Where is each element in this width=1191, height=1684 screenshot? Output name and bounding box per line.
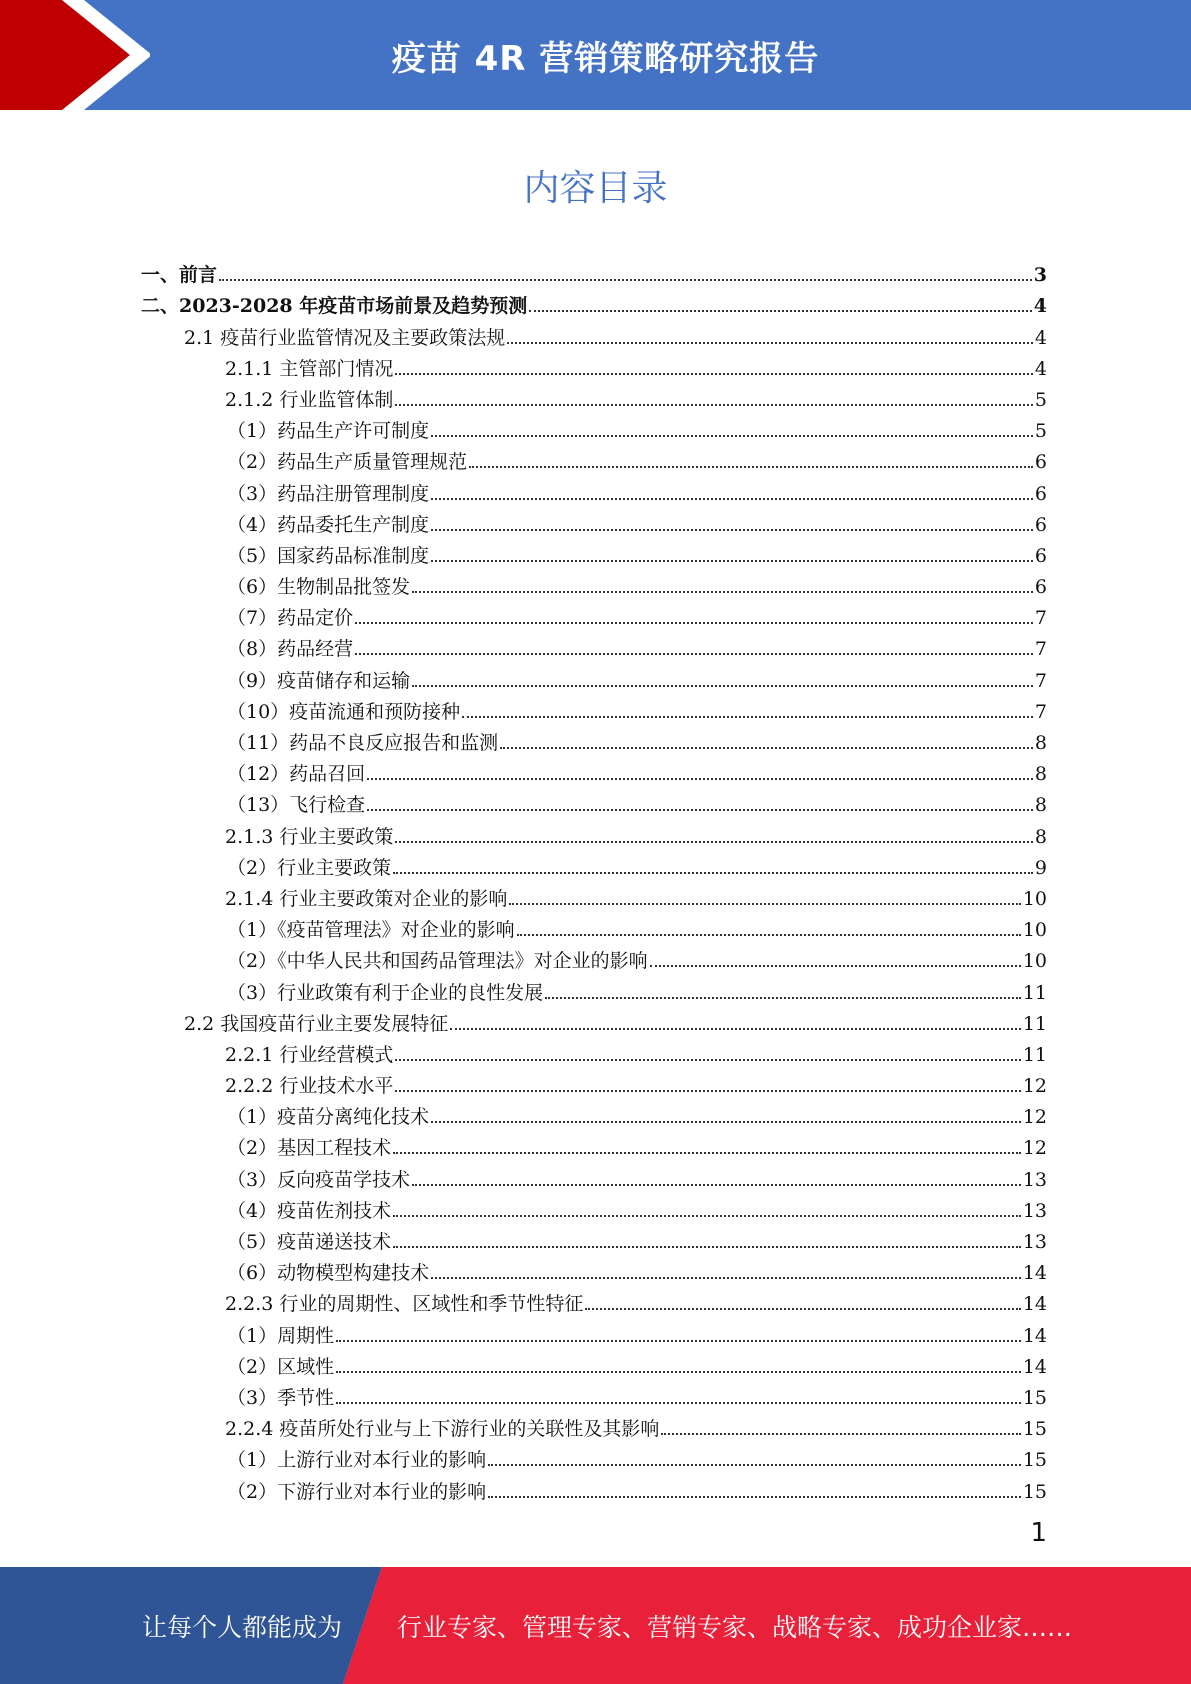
toc-entry-label: 2.2.3 行业的周期性、区域性和季节性特征 xyxy=(225,1293,584,1316)
toc-entry-page: 11 xyxy=(1022,1043,1047,1066)
toc-dot-leader xyxy=(431,435,1033,437)
toc-entry-page: 7 xyxy=(1034,669,1047,692)
toc-dot-leader xyxy=(336,1402,1021,1404)
toc-entry-page: 7 xyxy=(1034,638,1047,661)
header-band xyxy=(0,0,1191,110)
toc-entry-page: 3 xyxy=(1033,264,1047,287)
toc-entry-page: 15 xyxy=(1022,1449,1047,1472)
toc-dot-leader xyxy=(431,1277,1021,1279)
toc-dot-leader xyxy=(650,965,1021,967)
toc-entry-label: （5）国家药品标准制度 xyxy=(227,544,430,567)
toc-entry-label: （2）区域性 xyxy=(227,1355,335,1378)
toc-dot-leader xyxy=(412,591,1033,593)
toc-entry-label: （3）反向疫苗学技术 xyxy=(227,1168,411,1191)
toc-dot-leader xyxy=(585,1308,1020,1310)
toc-dot-leader xyxy=(412,1184,1021,1186)
toc-entry[interactable] xyxy=(141,349,1047,380)
toc-dot-leader xyxy=(393,872,1033,874)
toc-entry-page: 11 xyxy=(1022,981,1047,1004)
toc-entry[interactable] xyxy=(141,1471,1047,1502)
toc-dot-leader xyxy=(450,1028,1021,1030)
toc-entry-label: （2）《中华人民共和国药品管理法》对企业的影响 xyxy=(227,950,648,973)
toc-heading: 内容目录 xyxy=(523,168,668,209)
footer-slogan-right: 行业专家、管理专家、营销专家、战略专家、成功企业家…… xyxy=(397,1612,1073,1642)
toc-entry[interactable] xyxy=(141,286,1047,317)
toc-entry-page: 14 xyxy=(1022,1293,1047,1316)
toc-entry-label: （1）药品生产许可制度 xyxy=(227,420,430,443)
toc-entry-page: 4 xyxy=(1034,326,1047,349)
toc-entry-page: 10 xyxy=(1022,950,1047,973)
toc-entry-label: 2.1.4 行业主要政策对企业的影响 xyxy=(225,887,508,910)
toc-entry[interactable] xyxy=(141,1097,1047,1128)
toc-entry-page: 6 xyxy=(1034,482,1047,505)
toc-dot-leader xyxy=(219,279,1032,281)
toc-entry[interactable] xyxy=(141,567,1047,598)
toc-dot-leader xyxy=(395,1090,1020,1092)
toc-entry-label: （13）飞行检查 xyxy=(227,794,366,817)
toc-dot-leader xyxy=(393,1246,1021,1248)
toc-entry[interactable] xyxy=(141,848,1047,879)
toc-dot-leader xyxy=(469,466,1033,468)
toc-entry[interactable] xyxy=(141,1035,1047,1066)
toc-dot-leader xyxy=(488,1464,1021,1466)
toc-dot-leader xyxy=(395,841,1033,843)
toc-entry-page: 7 xyxy=(1034,700,1047,723)
toc-entry[interactable] xyxy=(141,879,1047,910)
toc-entry-page: 13 xyxy=(1022,1168,1047,1191)
toc-dot-leader xyxy=(545,997,1021,999)
toc-entry-page: 10 xyxy=(1022,919,1047,942)
toc-dot-leader xyxy=(395,1059,1020,1061)
toc-entry[interactable] xyxy=(141,1378,1047,1409)
toc-entry[interactable] xyxy=(141,785,1047,816)
report-title: 疫苗 4R 营销策略研究报告 xyxy=(391,38,820,79)
toc-entry-label: 2.1.3 行业主要政策 xyxy=(225,825,394,848)
toc-dot-leader xyxy=(367,778,1033,780)
toc-entry[interactable] xyxy=(141,1128,1047,1159)
toc-entry[interactable] xyxy=(141,505,1047,536)
toc-entry-page: 10 xyxy=(1022,887,1047,910)
toc-dot-leader xyxy=(462,716,1033,718)
page-number: 1 xyxy=(1030,1518,1047,1548)
toc-entry[interactable] xyxy=(141,1409,1047,1440)
toc-dot-leader xyxy=(412,685,1033,687)
toc-entry[interactable] xyxy=(141,1159,1047,1190)
toc-dot-leader xyxy=(355,653,1033,655)
toc-dot-leader xyxy=(507,342,1033,344)
toc-dot-leader xyxy=(336,1340,1021,1342)
toc-entry-page: 15 xyxy=(1022,1480,1047,1503)
toc-entry-page: 14 xyxy=(1022,1355,1047,1378)
toc-entry[interactable] xyxy=(141,972,1047,1003)
toc-entry[interactable] xyxy=(141,473,1047,504)
toc-entry-label: （6）生物制品批签发 xyxy=(227,576,411,599)
toc-entry-page: 13 xyxy=(1022,1231,1047,1253)
toc-entry-page: 8 xyxy=(1034,763,1047,786)
toc-entry-label: （8）药品经营 xyxy=(227,638,354,661)
toc-entry[interactable] xyxy=(141,411,1047,442)
toc-entry-label: （4）药品委托生产制度 xyxy=(227,513,430,536)
toc-entry-label: （3）季节性 xyxy=(227,1386,335,1409)
toc-entry[interactable] xyxy=(141,380,1047,411)
toc-entry-label: （7）药品定价 xyxy=(227,607,354,630)
toc-entry[interactable] xyxy=(141,442,1047,473)
toc-entry-page: 6 xyxy=(1034,544,1047,567)
toc-entry-label: （2）行业主要政策 xyxy=(227,856,392,879)
toc-entry[interactable] xyxy=(141,1440,1047,1471)
toc-entry-page: 8 xyxy=(1034,794,1047,817)
toc-dot-leader xyxy=(529,310,1032,312)
toc-entry-label: （3）行业政策有利于企业的良性发展 xyxy=(227,981,544,1004)
toc-entry-page: 8 xyxy=(1034,825,1047,848)
toc-dot-leader xyxy=(393,1152,1021,1154)
toc-entry[interactable] xyxy=(141,1191,1047,1222)
toc-entry-label: （9）疫苗储存和运输 xyxy=(227,669,411,692)
toc-entry[interactable] xyxy=(141,1253,1047,1284)
toc-entry[interactable] xyxy=(141,816,1047,847)
toc-entry[interactable] xyxy=(141,941,1047,972)
toc-entry-page: 7 xyxy=(1034,607,1047,630)
toc-entry-label: （1）疫苗分离纯化技术 xyxy=(227,1106,430,1129)
toc-entry-label: （4）疫苗佐剂技术 xyxy=(227,1199,392,1222)
toc-entry-label: 2.2.2 行业技术水平 xyxy=(225,1075,394,1098)
table-of-contents xyxy=(141,255,1047,1503)
toc-entry-label: （2）药品生产质量管理规范 xyxy=(227,451,468,474)
toc-entry-label: （5）疫苗递送技术 xyxy=(227,1231,392,1253)
toc-dot-leader xyxy=(431,1121,1021,1123)
toc-entry-page: 14 xyxy=(1022,1262,1047,1285)
toc-entry[interactable] xyxy=(141,255,1047,286)
toc-entry-page: 12 xyxy=(1022,1106,1047,1129)
toc-entry[interactable] xyxy=(141,629,1047,660)
toc-entry-label: 一、前言 xyxy=(141,264,218,287)
toc-dot-leader xyxy=(431,498,1033,500)
toc-dot-leader xyxy=(500,747,1033,749)
footer-band xyxy=(0,1567,1191,1684)
toc-entry-page: 9 xyxy=(1034,856,1047,879)
toc-entry-page: 6 xyxy=(1034,513,1047,536)
toc-dot-leader xyxy=(488,1496,1021,1498)
toc-entry-label: （1）周期性 xyxy=(227,1324,335,1347)
toc-entry[interactable] xyxy=(141,754,1047,785)
toc-entry[interactable] xyxy=(141,1284,1047,1315)
toc-entry-label: 二、2023-2028 年疫苗市场前景及趋势预测 xyxy=(141,295,528,318)
toc-entry-page: 15 xyxy=(1022,1386,1047,1409)
toc-entry[interactable] xyxy=(141,317,1047,348)
toc-dot-leader xyxy=(509,903,1020,905)
toc-entry-page: 12 xyxy=(1022,1137,1047,1160)
toc-entry[interactable] xyxy=(141,1347,1047,1378)
toc-dot-leader xyxy=(355,622,1033,624)
toc-entry[interactable] xyxy=(141,1222,1047,1253)
toc-entry-page: 5 xyxy=(1034,388,1047,411)
toc-entry-page: 6 xyxy=(1034,451,1047,474)
toc-entry[interactable] xyxy=(141,1315,1047,1346)
toc-dot-leader xyxy=(336,1371,1021,1373)
toc-entry-label: 2.2 我国疫苗行业主要发展特征 xyxy=(184,1012,449,1035)
toc-dot-leader xyxy=(431,529,1033,531)
toc-dot-leader xyxy=(431,560,1033,562)
toc-entry-label: 2.1.2 行业监管体制 xyxy=(225,388,394,411)
toc-entry[interactable] xyxy=(141,598,1047,629)
toc-dot-leader xyxy=(517,934,1021,936)
toc-entry[interactable] xyxy=(141,1066,1047,1097)
toc-entry-page: 4 xyxy=(1033,295,1047,318)
toc-entry-page: 4 xyxy=(1034,357,1047,380)
toc-entry-page: 5 xyxy=(1034,420,1047,443)
toc-entry[interactable] xyxy=(141,536,1047,567)
toc-entry[interactable] xyxy=(141,910,1047,941)
toc-dot-leader xyxy=(367,809,1033,811)
toc-entry-page: 6 xyxy=(1034,576,1047,599)
toc-entry-page: 14 xyxy=(1022,1324,1047,1347)
toc-dot-leader xyxy=(661,1433,1020,1435)
toc-entry-page: 15 xyxy=(1022,1418,1047,1441)
toc-dot-leader xyxy=(395,373,1033,375)
footer-slogan-left: 让每个人都能成为 xyxy=(142,1612,343,1642)
toc-entry-label: 2.2.1 行业经营模式 xyxy=(225,1043,394,1066)
toc-entry-page: 12 xyxy=(1022,1075,1047,1098)
toc-entry[interactable] xyxy=(141,1004,1047,1035)
toc-entry-page: 13 xyxy=(1022,1199,1047,1222)
toc-entry-label: （11）药品不良反应报告和监测 xyxy=(227,732,499,754)
toc-entry-label: 2.1.1 主管部门情况 xyxy=(225,357,394,380)
toc-entry-label: 2.2.4 疫苗所处行业与上下游行业的关联性及其影响 xyxy=(225,1418,660,1441)
toc-entry-label: （6）动物模型构建技术 xyxy=(227,1262,430,1285)
toc-entry-label: （10）疫苗流通和预防接种 xyxy=(227,700,461,723)
toc-entry-label: （12）药品召回 xyxy=(227,763,366,786)
toc-entry-label: （1）上游行业对本行业的影响 xyxy=(227,1449,487,1472)
toc-entry-page: 11 xyxy=(1022,1012,1047,1035)
toc-entry[interactable] xyxy=(141,723,1047,754)
toc-entry-label: （2）基因工程技术 xyxy=(227,1137,392,1160)
toc-entry-label: 2.1 疫苗行业监管情况及主要政策法规 xyxy=(184,326,506,349)
toc-dot-leader xyxy=(393,1215,1021,1217)
toc-dot-leader xyxy=(395,404,1033,406)
toc-entry-label: （1）《疫苗管理法》对企业的影响 xyxy=(227,919,515,942)
toc-entry-label: （2）下游行业对本行业的影响 xyxy=(227,1480,487,1503)
toc-entry-label: （3）药品注册管理制度 xyxy=(227,482,430,505)
toc-entry[interactable] xyxy=(141,660,1047,691)
toc-entry[interactable] xyxy=(141,692,1047,723)
toc-entry-page: 8 xyxy=(1034,732,1047,754)
